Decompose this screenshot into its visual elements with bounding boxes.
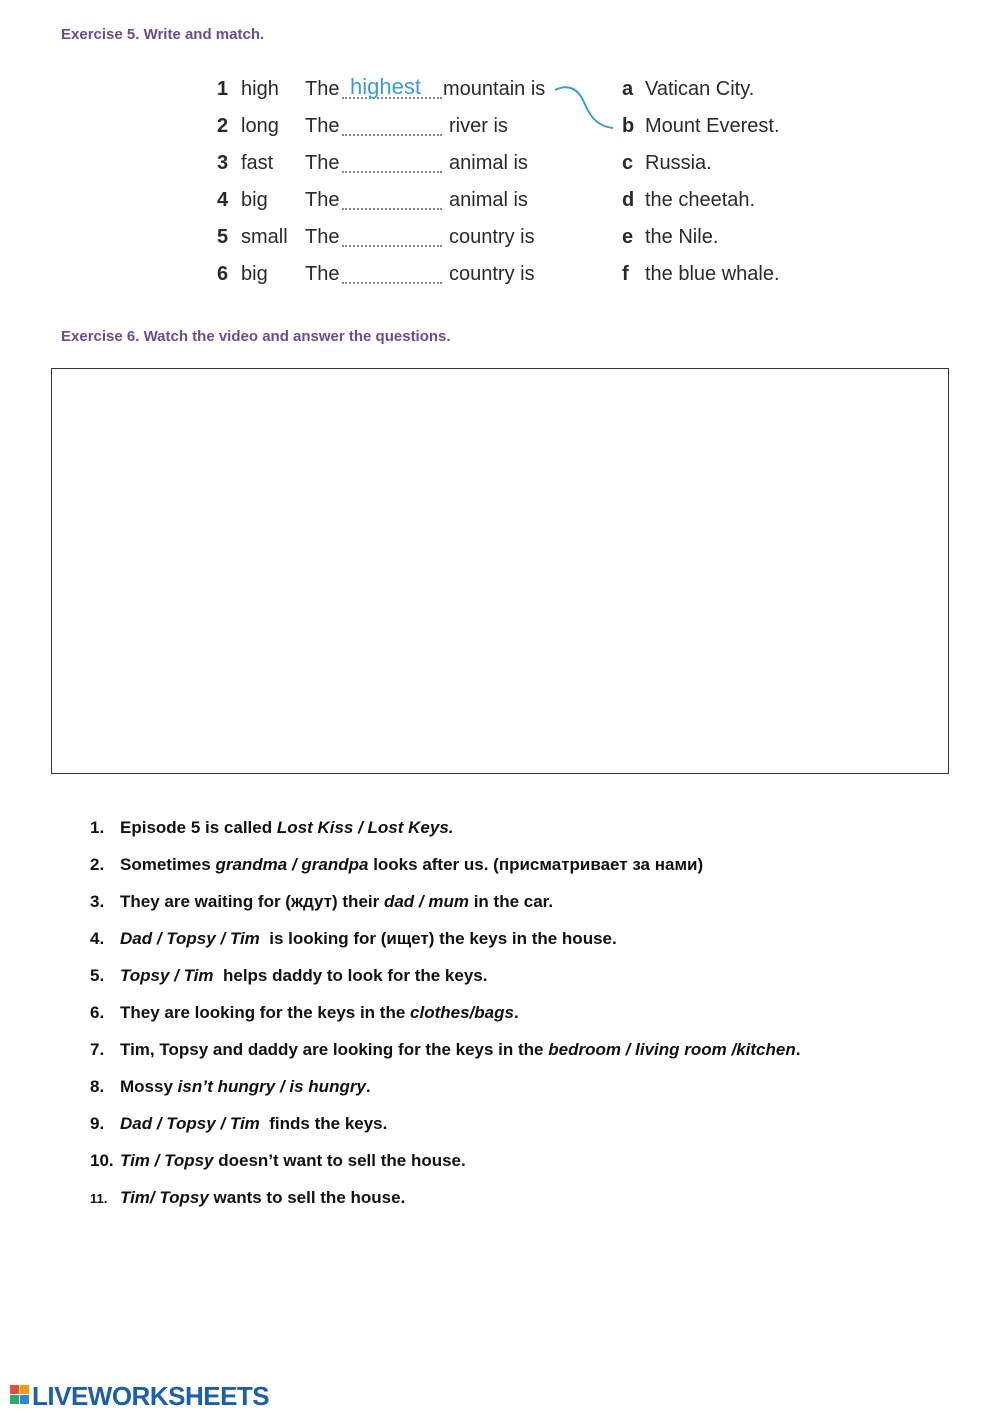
question-fragment: They are looking for the keys in the (120, 1003, 411, 1022)
article: The (305, 189, 340, 211)
question-fragment: helps daddy to look for the keys. (213, 966, 488, 985)
question-fragment: They are waiting for (ждут) their (120, 892, 384, 911)
answer-options[interactable]: Dad / Topsy / Tim (120, 929, 260, 948)
article: The (305, 226, 340, 248)
question-text (120, 1003, 519, 1023)
question-fragment: Sometimes (120, 855, 216, 874)
video-embed-area[interactable] (51, 368, 949, 774)
answer-blank[interactable] (342, 208, 442, 210)
logo-text: LIVEWORKSHEETS (32, 1381, 270, 1411)
question-number: 10. (90, 1151, 114, 1170)
answer-blank[interactable] (342, 245, 442, 247)
noun-phrase: animal is (449, 152, 528, 174)
article: The (305, 78, 340, 100)
question-number: 2. (90, 855, 105, 874)
question-fragment: finds the keys. (259, 1114, 388, 1133)
answer-options[interactable]: grandma / grandpa (215, 855, 369, 874)
row-number: 5 (217, 226, 229, 248)
answer-options[interactable]: isn’t hungry / is hungry (177, 1077, 366, 1096)
row-number: 2 (217, 115, 229, 137)
exercise6-title: Exercise 6. Watch the video and answer the questions. (61, 328, 451, 345)
question-number: 1. (90, 818, 105, 837)
question-number: 5. (90, 966, 105, 985)
question-fragment: Episode 5 is called (120, 818, 277, 837)
match-letter: b (622, 115, 635, 137)
question-text (120, 929, 617, 949)
question-fragment: is looking for (ищет) the keys in the house. (259, 929, 617, 948)
match-letter: d (622, 189, 635, 211)
question-number: 7. (90, 1040, 105, 1059)
noun-phrase: country is (449, 263, 535, 285)
match-letter: e (622, 226, 634, 248)
exercise5-table (0, 0, 1000, 310)
match-answer: the blue whale. (645, 263, 780, 285)
answer-options[interactable]: Tim/ Topsy (120, 1188, 209, 1207)
question-number: 6. (90, 1003, 105, 1022)
question-number: 8. (90, 1077, 105, 1096)
answer-options[interactable]: Topsy / Tim (120, 966, 214, 985)
adjective: big (241, 189, 268, 211)
match-answer: the cheetah. (645, 189, 756, 211)
match-letter: a (622, 78, 634, 100)
row-number: 6 (217, 263, 229, 285)
noun-phrase: animal is (449, 189, 528, 211)
match-row (0, 226, 1000, 256)
adjective: small (241, 226, 288, 248)
match-answer: Mount Everest. (645, 115, 780, 137)
question-fragment: . (795, 1040, 801, 1059)
match-row (0, 263, 1000, 293)
question-text (120, 966, 487, 986)
match-answer: Russia. (645, 152, 712, 174)
article: The (305, 152, 340, 174)
row-number: 1 (217, 78, 229, 100)
match-line (553, 84, 615, 132)
article: The (305, 263, 340, 285)
question-fragment: . (513, 1003, 519, 1022)
question-text (120, 1077, 371, 1097)
row-number: 4 (217, 189, 229, 211)
adjective: fast (241, 152, 274, 174)
noun-phrase: river is (449, 115, 508, 137)
filled-answer: highest (350, 74, 421, 99)
question-fragment: . (365, 1077, 371, 1096)
answer-options[interactable]: Lost Kiss / Lost Keys. (276, 818, 454, 837)
question-fragment: Tim, Topsy and daddy are looking for the keys in the (120, 1040, 549, 1059)
article: The (305, 115, 340, 137)
question-text (120, 1114, 387, 1134)
match-row (0, 189, 1000, 219)
match-row (0, 115, 1000, 145)
logo-icon (10, 1385, 30, 1405)
answer-options[interactable]: Tim / Topsy (120, 1151, 214, 1170)
match-row (0, 152, 1000, 182)
question-text (120, 1151, 466, 1171)
question-fragment: doesn’t want to sell the house. (213, 1151, 466, 1170)
adjective: long (241, 115, 279, 137)
question-number: 11. (90, 1191, 108, 1206)
match-row (0, 74, 1000, 108)
row-number: 3 (217, 152, 229, 174)
answer-options[interactable]: Dad / Topsy / Tim (120, 1114, 260, 1133)
answer-options[interactable]: dad / mum (383, 892, 469, 911)
adjective: big (241, 263, 268, 285)
answer-blank[interactable] (342, 171, 442, 173)
question-fragment: in the car. (468, 892, 554, 911)
question-fragment: wants to sell the house. (208, 1188, 406, 1207)
adjective: high (241, 78, 279, 100)
question-text (120, 855, 703, 875)
question-fragment: looks after us. (присматривает за нами) (368, 855, 704, 874)
question-text (120, 1188, 405, 1208)
answer-options[interactable]: bedroom / living room /kitchen (548, 1040, 796, 1059)
match-answer: Vatican City. (645, 78, 755, 100)
noun-phrase: country is (449, 226, 535, 248)
answer-blank[interactable] (342, 134, 442, 136)
question-text (120, 818, 454, 838)
match-letter: c (622, 152, 634, 174)
question-fragment: Mossy (120, 1077, 178, 1096)
question-text (120, 1040, 800, 1060)
question-text (120, 892, 553, 912)
match-answer: the Nile. (645, 226, 719, 248)
question-number: 9. (90, 1114, 105, 1133)
exercise5-title: Exercise 5. Write and match. (61, 26, 265, 43)
question-number: 3. (90, 892, 105, 911)
noun-phrase: mountain is (443, 78, 546, 100)
question-number: 4. (90, 929, 105, 948)
answer-blank[interactable] (342, 282, 442, 284)
answer-options[interactable]: clothes/bags (410, 1003, 514, 1022)
match-letter: f (622, 263, 629, 285)
